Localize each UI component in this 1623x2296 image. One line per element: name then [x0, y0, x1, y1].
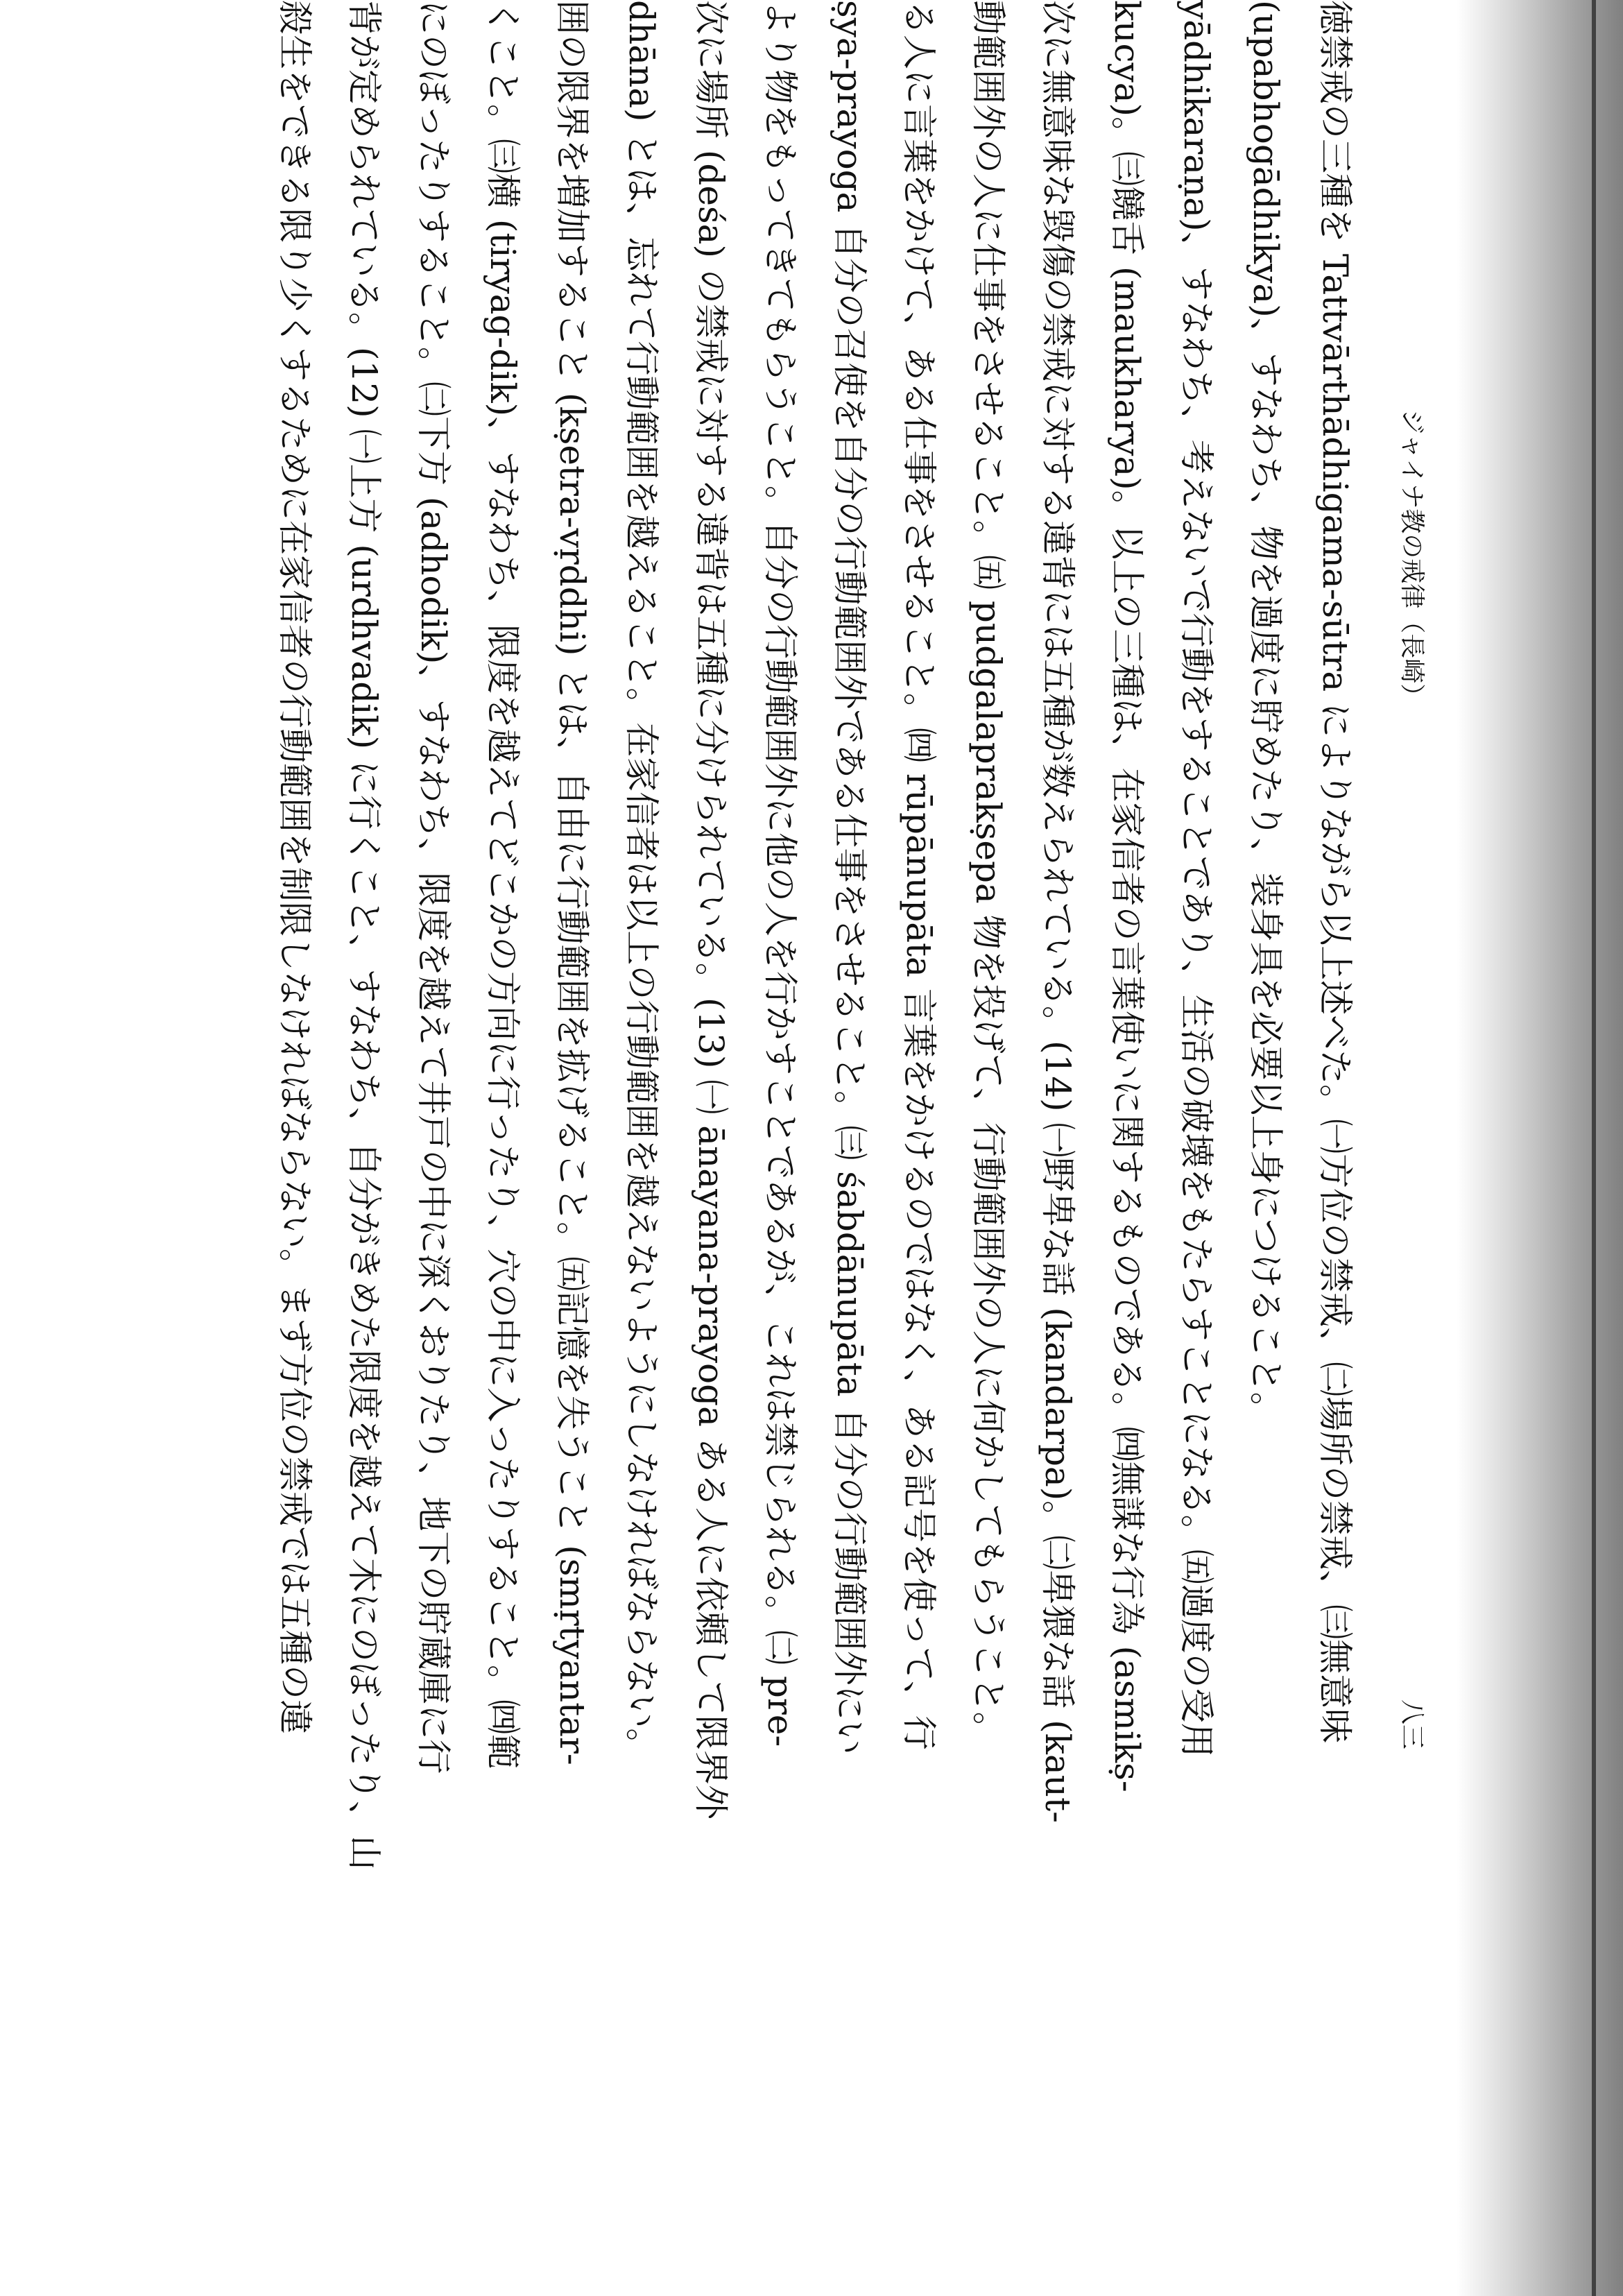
- text-line-6: dhāna) とは、忘れて行動範囲を越えること。在家信者は以上の行動範囲を越えないようにしなければならない。: [621, 0, 662, 1763]
- text-line-12: 次に無意味な毀傷の禁戒に対する違背には五種が数えられている。(14) ㈠野卑な話 (kandarpa)。㈡卑猥な話 (kaut-: [1038, 0, 1078, 1823]
- text-line-7: 次に場所 (deśa) の禁戒に対する違背は五種に分けられている。(13) ㈠ ānayana-prayoga ある人に依頼して限界外: [691, 0, 731, 1819]
- text-line-15: (upabhogādhikya)、すなわち、物を過度に貯めたり、装身具を必要以上身につけること。: [1246, 0, 1286, 1427]
- text-line-3: にのぼったりすること。㈡下方 (adhodik)、すなわち、限度を越えて井戸の中に深くおりたり、地下の貯蔵庫に行: [413, 0, 454, 1774]
- text-line-16: 徳禁戒の三種を Tattvārthādhigama-sūtra によりながら以上述べた。㈠方位の禁戒、㈡場所の禁戒、㈢無意味: [1315, 0, 1355, 1744]
- text-line-8: より物をもってきてもらうこと。自分の行動範囲外に他の人を行かすことであるが、これは禁じられる。㈡ pre-: [760, 0, 800, 1747]
- running-title: ジャイナ教の戒律（長崎）: [1398, 409, 1426, 709]
- text-line-14: yādhikaraṇa)、すなわち、考えないで行動をすることであり、生活の破壊をもたらすことになる。㈤過度の受用: [1176, 0, 1217, 1758]
- text-line-9: ṣya-prayoga 自分の召使を自分の行動範囲外である仕事をさせること。㈢ śabdānupāta 自分の行動範囲外にい: [830, 0, 870, 1755]
- text-line-10: る人に言葉をかけて、ある仕事をさせること。㈣ rūpānupāta 言葉をかけるのではなく、ある記号を使って、行: [899, 0, 939, 1750]
- text-line-4: くこと。㈢横 (tiryag-dik)、すなわち、限度を越えてどこかの方向に行ったり、穴の中に入ったりすること。㈣範: [483, 0, 523, 1770]
- page-number: 八三: [1398, 1699, 1426, 1750]
- text-line-2: 背が定められている。(12) ㈠上方 (urdhvadik) に行くこと、すなわち、自分がきめた限度を越えて木にのぼったり、山: [344, 0, 384, 1870]
- text-line-1: 殺生をできる限り少くするために在家信者の行動範囲を制限しなければならない。まず方位の禁戒では五種の違: [275, 0, 315, 1734]
- text-line-5: 囲の限界を増加すること (kṣetra-vṛddhi) とは、自由に行動範囲を拡げること。㈤記憶を失うこと (smṛtyantar-: [552, 0, 592, 1765]
- text-line-11: 動範囲外の人に仕事をさせること。㈤ pudgalaprakṣepa 物を投げて、行動範囲外の人に何かしてもらうこと。: [968, 0, 1008, 1747]
- text-line-13: kucya)。㈢饒舌 (maukharya)。以上の三種は、在家信者の言葉使いに関するものである。㈣無謀な行為 (asmikṣ-: [1107, 0, 1147, 1792]
